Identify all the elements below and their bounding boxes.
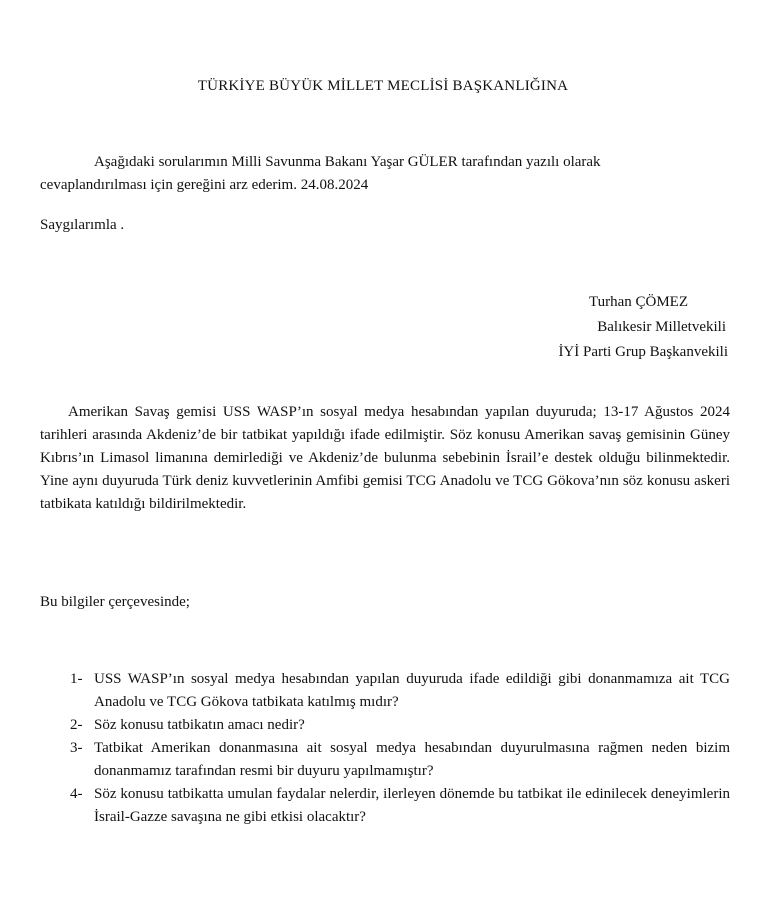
question-text: USS WASP’ın sosyal medya hesabından yapılan duyuruda ifade edildiği gibi donanmamıza ait TCG Anadolu ve TCG Gökova tatbikata katılmış mıdır? [94,671,730,710]
question-text: Tatbikat Amerikan donanmasına ait sosyal medya hesabından duyurulmasına rağmen neden bizim donanmamız tarafından resmi bir duyuru yapılmamıştır? [94,740,730,779]
question-number: 3- [70,740,83,756]
question-text: Söz konusu tatbikatın amacı nedir? [94,717,305,733]
signature-role: İYİ Parti Grup Başkanvekili [558,344,728,360]
context-line: Bu bilgiler çerçevesinde; [40,594,190,610]
question-item [62,714,730,737]
question-text: Söz konusu tatbikatta umulan faydalar nelerdir, ilerleyen dönemde bu tatbikat ile edinilecek deneyimlerin İsrail-Gazze savaşına ne gibi etkisi olacaktır? [94,786,730,825]
question-number: 4- [70,786,83,802]
question-number: 2- [70,717,83,733]
signature-name: Turhan ÇÖMEZ [588,294,688,310]
intro-line-2: cevaplandırılması için gereğini arz ederim. 24.08.2024 [40,177,369,193]
intro-line-1: Aşağıdaki sorularımın Milli Savunma Bakanı Yaşar GÜLER tarafından yazılı olarak [94,154,601,170]
question-item [62,783,730,829]
document-heading: TÜRKİYE BÜYÜK MİLLET MECLİSİ BAŞKANLIĞINA [197,78,569,94]
question-list [62,668,730,829]
body-paragraph: Amerikan Savaş gemisi USS WASP’ın sosyal medya hesabından yapılan duyuruda; 13-17 Ağustos 2024 tarihleri arasında Akdeniz’de bir tatbikat yapıldığı ifade edilmiştir. Söz konusu Amerikan savaş gemisinin Güney Kıbrıs’ın Limasol limanına demirlediği ve Akdeniz’de bulunma sebebinin İsrail’e destek olduğu bilinmektedir. Yine aynı duyuruda Türk deniz kuvvetlerinin Amfibi gemisi TCG Anadolu ve TCG Gökova’nın söz konusu askeri tatbikata katıldığı bildirilmektedir. [40,404,730,512]
question-item [62,737,730,783]
signature-title: Balıkesir Milletvekili [597,319,726,335]
question-item [62,668,730,714]
question-number: 1- [70,671,83,687]
intro-paragraph [40,151,730,197]
greeting: Saygılarımla . [40,217,125,233]
